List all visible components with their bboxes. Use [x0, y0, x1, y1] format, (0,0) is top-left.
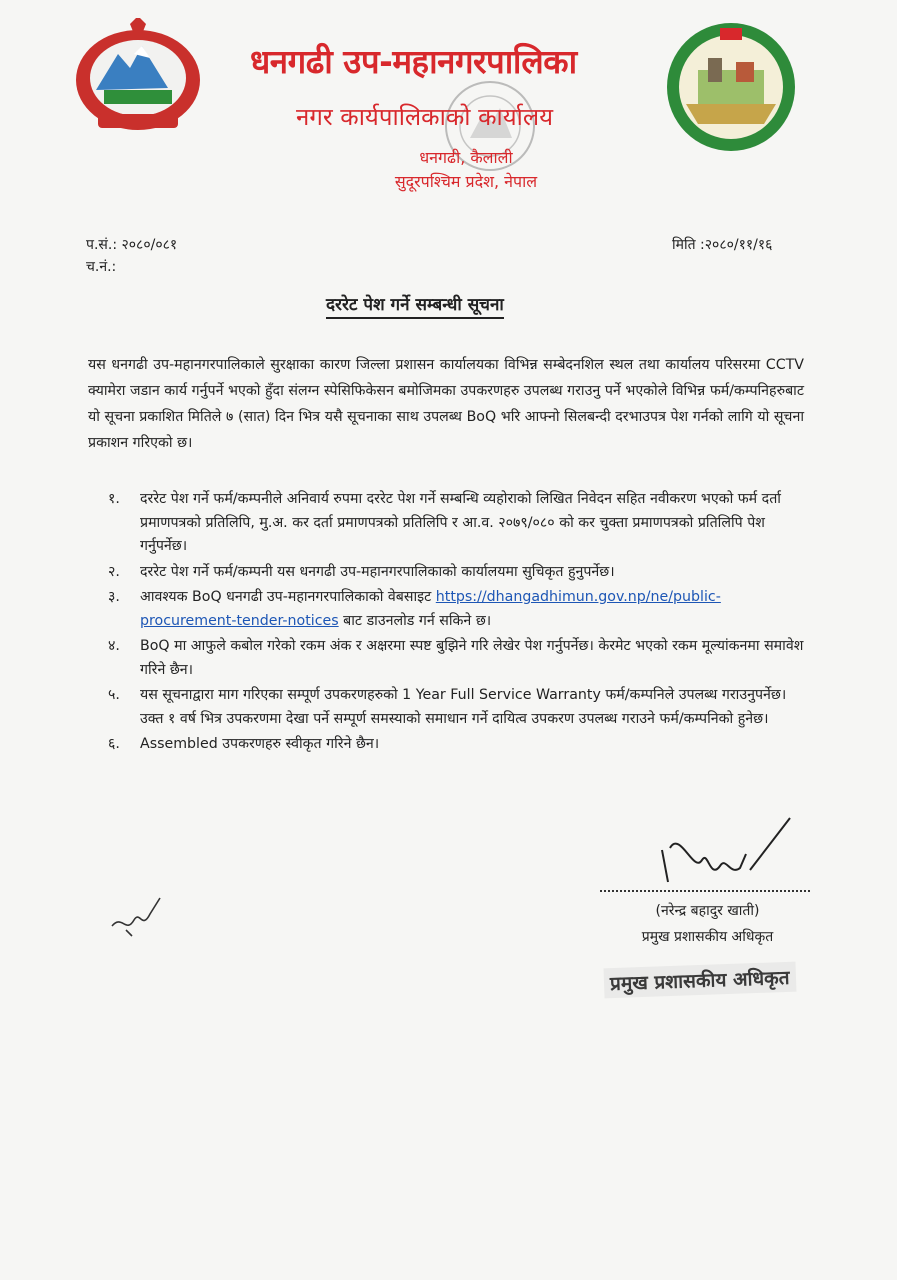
- item-number: ३.: [108, 589, 120, 605]
- notice-title: दररेट पेश गर्ने सम्बन्धी सूचना: [326, 292, 504, 319]
- reference-block: [86, 234, 177, 278]
- location-line-2: सुदूरपश्चिम प्रदेश, नेपाल: [394, 172, 538, 191]
- boq-download-link[interactable]: https://dhangadhimun.gov.np/ne/public-procurement-tender-notices: [140, 589, 721, 629]
- office-name: नगर कार्यपालिकाको कार्यालय: [296, 103, 554, 131]
- item-number: २.: [108, 563, 120, 580]
- signatory-designation: प्रमुख प्रशासकीय अधिकृत: [641, 929, 774, 945]
- ref-number: प.सं.: २०८०/०८१: [86, 237, 178, 253]
- item-text-after: बाट डाउनलोड गर्न सकिने छ।: [343, 612, 492, 629]
- notice-date: मिति :२०८०/११/१६: [672, 237, 773, 253]
- item-text: दररेट पेश गर्ने फर्म/कम्पनीले अनिवार्य रुपमा दररेट पेश गर्ने सम्बन्धि व्यहोराको लिखित निवेदन सहित नवीकरण भएको फर्म दर्ता प्रमाणपत्रको प्रतिलिपि, मु.अ. कर दर्ता प्रमाणपत्रको प्रतिलिपि र आ.व. २०७९/०८० को कर चुक्ता प्रमाणपत्रको प्रतिलिपि पेश गर्नुपर्नेछ।: [140, 491, 781, 554]
- designation-stamp: प्रमुख प्रशासकीय अधिकृत: [604, 962, 796, 999]
- signature-icon: [650, 810, 800, 890]
- list-item: [108, 635, 808, 682]
- list-item: [108, 488, 808, 559]
- location-line-1: धनगढी, कैलाली: [419, 148, 513, 167]
- item-text: Assembled उपकरणहरु स्वीकृत गरिने छैन।: [140, 736, 380, 752]
- org-name: धनगढी उप-महानगरपालिका: [250, 42, 577, 81]
- item-text-before: आवश्यक BoQ धनगढी उप-महानगरपालिकाको वेबसाइट: [140, 589, 432, 605]
- signature-line: [600, 890, 810, 892]
- list-item: [108, 733, 808, 757]
- list-item: [108, 561, 808, 585]
- signatory-block: [600, 890, 815, 950]
- municipality-logo-icon: [664, 20, 798, 154]
- item-text: दररेट पेश गर्ने फर्म/कम्पनी यस धनगढी उप-महानगरपालिकाको कार्यालयमा सुचिकृत हुनुपर्नेछ।: [140, 563, 615, 580]
- notice-body: यस धनगढी उप-महानगरपालिकाले सुरक्षाका कारण जिल्ला प्रशासन कार्यालयका विभिन्न सम्बेदनशिल स्थल तथा कार्यालय परिसरमा CCTV क्यामेरा जडान कार्य गर्नुपर्ने भएको हुँदा संलग्न स्पेसिफिकेसन बमोजिमका उपकरणहरु उपलब्ध गराउनु पर्ने भएकोले विभिन्न फर्म/कम्पनिहरुबाट यो सूचना प्रकाशित मितिले ७ (सात) दिन भित्र यसै सूचनाका साथ उपलब्ध BoQ भरि आफ्नो सिलबन्दी दरभाउपत्र पेश गर्नको लागि यो सूचना प्रकाशन गरिएको छ।: [88, 357, 804, 451]
- item-text: BoQ मा आफुले कबोल गरेको रकम अंक र अक्षरमा स्पष्ट बुझिने गरि लेखेर पेश गर्नुपर्नेछ। केरमेट भएको रकम मूल्यांकनमा समावेश गरिने छैन।: [140, 638, 804, 678]
- signatory-name: (नरेन्द्र बहादुर खाती): [655, 903, 760, 919]
- office-location: [386, 146, 546, 194]
- list-item: [108, 684, 808, 731]
- initials-icon: [108, 890, 168, 940]
- nepal-emblem-icon: [68, 18, 208, 136]
- item-number: ६.: [108, 736, 120, 752]
- dispatch-number: च.नं.:: [86, 259, 117, 275]
- list-item: [108, 586, 808, 633]
- conditions-list: [108, 488, 808, 759]
- item-text: यस सूचनाद्वारा माग गरिएका सम्पूर्ण उपकरणहरुको 1 Year Full Service Warranty फर्म/कम्पनिले उपलब्ध गराउनुपर्नेछ। उक्त १ वर्ष भित्र उपकरणमा देखा पर्ने सम्पूर्ण समस्याको समाधान गर्ने दायित्व उपकरण उपलब्ध गराउने फर्म/कम्पनिको हुनेछ।: [140, 687, 787, 727]
- item-number: ४.: [108, 638, 120, 654]
- item-number: १.: [108, 491, 120, 507]
- item-number: ५.: [108, 687, 120, 703]
